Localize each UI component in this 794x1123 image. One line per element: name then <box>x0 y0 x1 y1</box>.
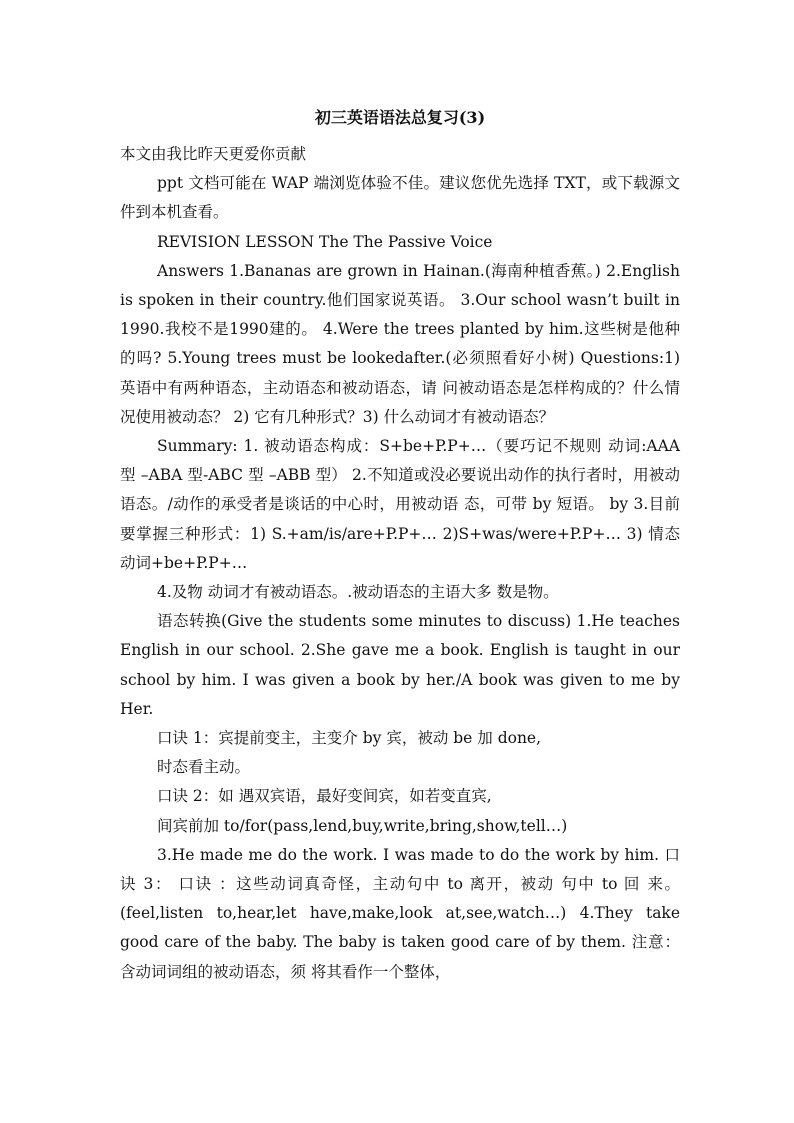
byline: 本文由我比昨天更爱你贡献 <box>120 145 307 163</box>
mnemonic-2: 口诀 2：如 遇双宾语，最好变间宾，如若变直宾, <box>157 787 492 806</box>
voice-conversion-paragraph: 语态转换(Give the students some minutes to discuss) 1.He teaches English in our school. 2.She gave me a book. English is taught in our school by him. I was given a book by her./A book was given to me by Her. <box>120 612 680 718</box>
transitive-verbs-paragraph: 4.及物 动词才有被动语态。.被动语态的主语大多 数是物。 <box>157 583 559 602</box>
document-title: 初三英语语法总复习(3) <box>314 108 486 127</box>
mnemonic-1-cont: 时态看主动。 <box>157 758 251 777</box>
answers-paragraph: Answers 1.Bananas are grown in Hainan.(海南种植香蕉。) 2.English is spoken in their country.他们国家说英语。 3.Our school wasn’t built in 1990.我校不是1990建的。 4.Were the trees planted by him.这些树是他种的吗? 5.Young trees must be lookedafter.(必须照看好小树) Questions:1) 英语中有两种语态，主动语态和被动语态，请 问被动语态是怎样构成的？什么情况使用被动态？ 2) 它有几种形式？3) 什么动词才有被动语态？ <box>120 261 680 426</box>
examples-paragraph: 3.He made me do the work. I was made to do the work by him. 口诀 3： 口诀 ：这些动词真奇怪，主动句中 to 离开，被动 句中 to 回 来。(feel,listen to,hear,let have,make,look at,see,watch…) 4.They take good care of the baby. The baby is taken good care of by them. 注意：含动词词组的被动语态，须 将其看作一个整体， <box>120 845 680 981</box>
lesson-heading: REVISION LESSON The The Passive Voice <box>157 232 493 251</box>
notice-paragraph: ppt 文档可能在 WAP 端浏览体验不佳。建议您优先选择 TXT，或下载源文件到本机查看。 <box>120 174 680 222</box>
document-page <box>120 96 680 987</box>
mnemonic-1: 口诀 1：宾提前变主，主变介 by 宾，被动 be 加 done, <box>157 729 542 748</box>
summary-paragraph: Summary: 1. 被动语态构成：S+be+P.P+…（要巧记不规则 动词:AAA 型 –ABA 型-ABC 型 –ABB 型） 2.不知道或没必要说出动作的执行者时，用被动 语态。/动作的承受者是谈话的中心时，用被动语 态，可带 by 短语。 by 3.目前要掌握三种形式：1) S.+am/is/are+P.P+… 2)S+was/were+P.P+… 3) 情态动词+be+P.P+… <box>120 437 680 572</box>
mnemonic-2-cont: 间宾前加 to/for(pass,lend,buy,write,bring,show,tell…) <box>157 816 568 835</box>
